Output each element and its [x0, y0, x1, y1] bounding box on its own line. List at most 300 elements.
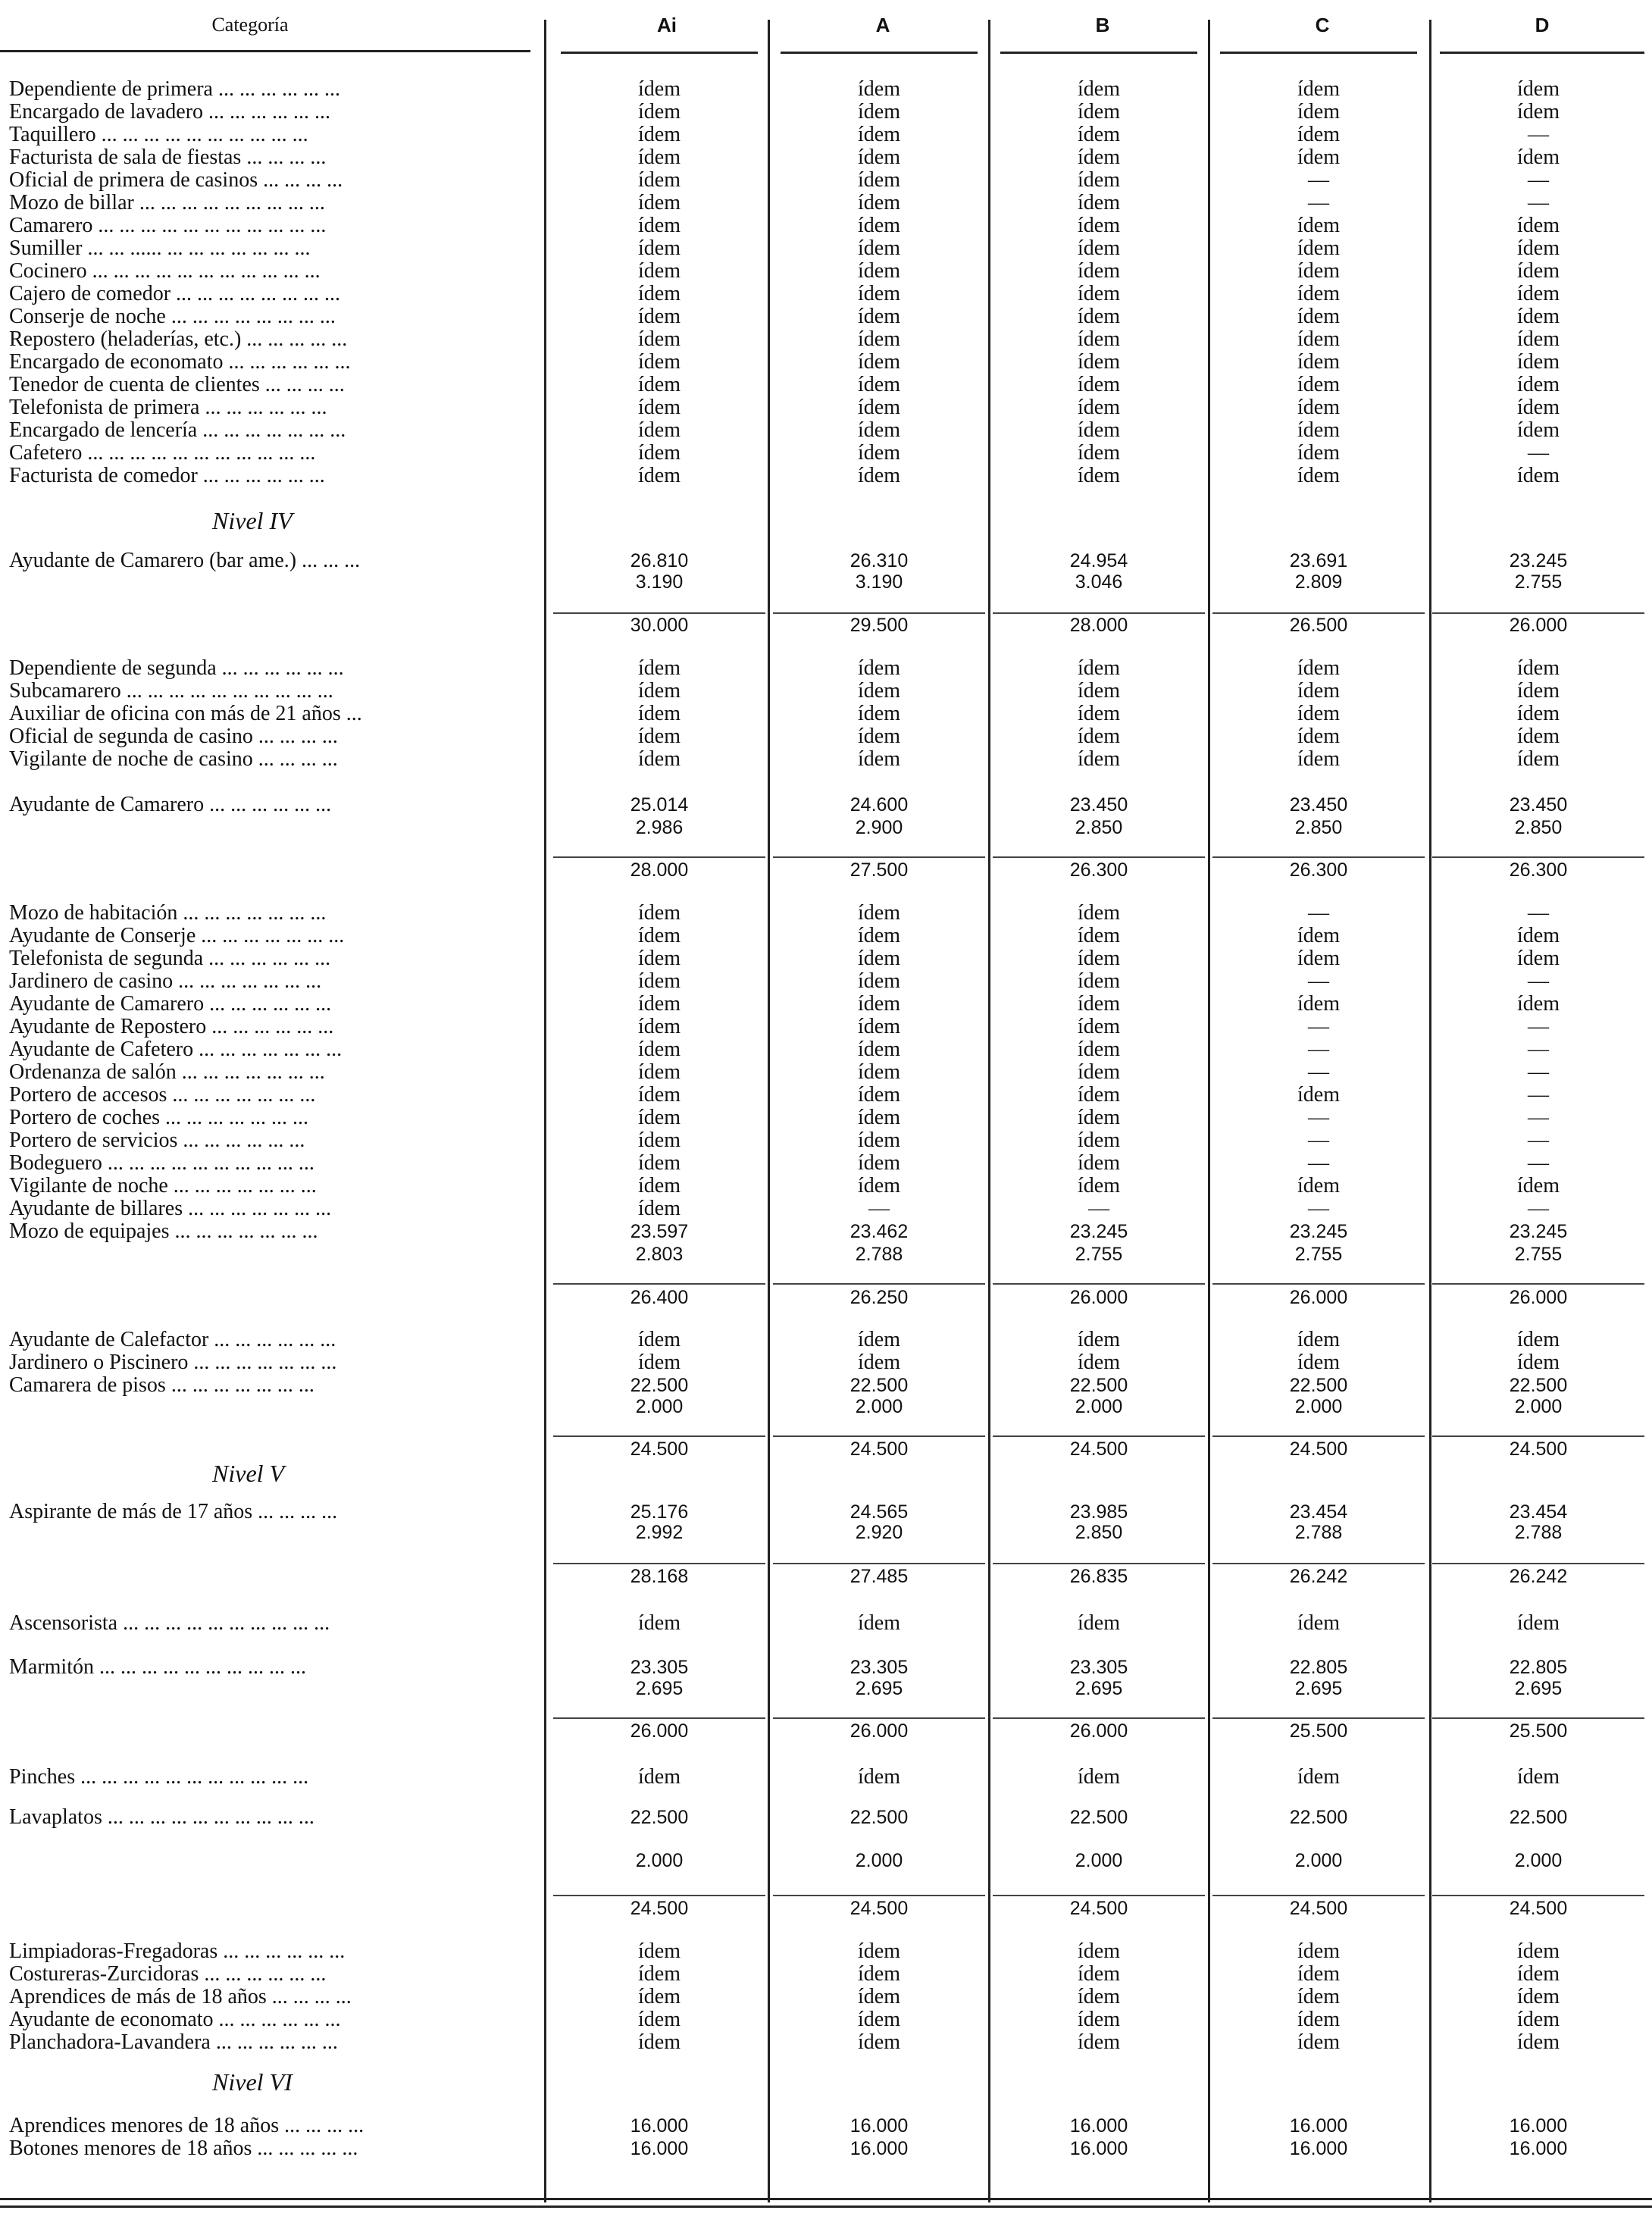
category-label: Taquillero ... ... ... ... ... ... ... ... ... ... — [9, 123, 308, 146]
value-cell: 22.500 — [849, 1375, 909, 1396]
value-cell: ídem — [1517, 702, 1560, 725]
value-cell: 16.000 — [1069, 2138, 1128, 2159]
value-cell: — — [1308, 191, 1329, 214]
value-cell: 22.500 — [1509, 1375, 1568, 1396]
value-cell: — — [868, 1197, 890, 1220]
value-cell: ídem — [858, 2030, 900, 2054]
value-cell: ídem — [1517, 992, 1560, 1016]
category-label: Pinches ... ... ... ... ... ... ... ... ... ... ... — [9, 1765, 309, 1789]
value-cell: 23.245 — [1069, 1221, 1128, 1242]
value-cell: 2.788 — [1514, 1522, 1563, 1543]
value-cell: ídem — [1297, 77, 1340, 101]
value-cell: ídem — [638, 259, 681, 283]
category-label: Aspirante de más de 17 años ... ... ... ... — [9, 1500, 338, 1523]
value-cell: 2.000 — [855, 1850, 903, 1871]
value-cell: ídem — [858, 1985, 900, 2008]
value-cell: ídem — [1078, 992, 1120, 1016]
value-cell: ídem — [1297, 1083, 1340, 1107]
value-cell: ídem — [858, 100, 900, 124]
value-cell: 2.695 — [1294, 1678, 1343, 1699]
category-label: Vigilante de noche de casino ... ... ... ... — [9, 747, 338, 771]
value-cell: — — [1088, 1197, 1109, 1220]
value-cell: ídem — [1517, 1962, 1560, 1986]
value-cell: 22.500 — [1069, 1375, 1128, 1396]
value-cell: 25.500 — [1289, 1720, 1348, 1742]
value-cell: 27.485 — [849, 1566, 909, 1587]
category-label: Facturista de comedor ... ... ... ... ... ... — [9, 464, 325, 487]
header-rule — [1220, 52, 1417, 54]
value-cell: ídem — [1297, 1174, 1340, 1197]
value-cell: ídem — [1078, 1038, 1120, 1061]
value-cell: ídem — [638, 702, 681, 725]
value-cell: 23.597 — [630, 1221, 689, 1242]
header-col-a: A — [875, 14, 890, 36]
subtotal-rule — [1432, 1895, 1644, 1896]
value-cell: ídem — [1517, 282, 1560, 305]
category-label: Ordenanza de salón ... ... ... ... ... ... ... — [9, 1060, 325, 1084]
value-cell: ídem — [638, 969, 681, 993]
value-cell: 2.803 — [635, 1244, 684, 1265]
value-cell: — — [1528, 1083, 1549, 1107]
subtotal-rule — [1212, 612, 1425, 614]
header-col-c: C — [1315, 14, 1330, 36]
value-cell: 2.000 — [1294, 1850, 1343, 1871]
value-cell: 23.305 — [630, 1657, 689, 1678]
value-cell: 28.168 — [630, 1566, 689, 1587]
nivel-heading: Nivel V — [212, 1460, 285, 1487]
value-cell: ídem — [638, 191, 681, 214]
value-cell: ídem — [638, 282, 681, 305]
category-label: Ayudante de Camarero (bar ame.) ... ... ... — [9, 549, 361, 572]
header-rule — [781, 52, 978, 54]
value-cell: ídem — [1297, 702, 1340, 725]
value-cell: ídem — [1078, 1351, 1120, 1374]
value-cell: ídem — [638, 305, 681, 328]
value-cell: 23.462 — [849, 1221, 909, 1242]
value-cell: ídem — [638, 1015, 681, 1038]
value-cell: 3.190 — [635, 571, 684, 593]
value-cell: ídem — [858, 1611, 900, 1635]
value-cell: — — [1528, 969, 1549, 993]
value-cell: ídem — [638, 679, 681, 703]
category-label: Marmitón ... ... ... ... ... ... ... ... ... ... — [9, 1655, 306, 1679]
value-cell: 26.000 — [1509, 1287, 1568, 1308]
value-cell: 26.310 — [849, 550, 909, 571]
bottom-rule — [0, 2206, 1652, 2208]
subtotal-rule — [553, 1435, 765, 1437]
value-cell: 26.000 — [1069, 1287, 1128, 1308]
value-cell: 2.850 — [1075, 1522, 1123, 1543]
value-cell: ídem — [858, 1939, 900, 1963]
value-cell: ídem — [638, 1328, 681, 1351]
header-rule — [1000, 52, 1197, 54]
value-cell: ídem — [638, 236, 681, 260]
value-cell: ídem — [1517, 679, 1560, 703]
value-cell: ídem — [1517, 725, 1560, 748]
value-cell: ídem — [858, 441, 900, 465]
value-cell: ídem — [1517, 77, 1560, 101]
value-cell: 16.000 — [630, 2138, 689, 2159]
value-cell: 2.809 — [1294, 571, 1343, 593]
subtotal-rule — [1432, 1283, 1644, 1285]
subtotal-rule — [553, 1717, 765, 1719]
category-label: Encargado de economato ... ... ... ... ... ... — [9, 350, 351, 374]
value-cell: 22.805 — [1509, 1657, 1568, 1678]
value-cell: ídem — [1078, 1060, 1120, 1084]
value-cell: 2.788 — [1294, 1522, 1343, 1543]
value-cell: — — [1528, 1106, 1549, 1129]
value-cell: 2.850 — [1514, 817, 1563, 838]
category-label: Vigilante de noche ... ... ... ... ... ... ... — [9, 1174, 317, 1197]
value-cell: ídem — [858, 1174, 900, 1197]
category-label: Mozo de billar ... ... ... ... ... ... ... ... ... — [9, 191, 325, 214]
value-cell: ídem — [638, 1129, 681, 1152]
value-cell: ídem — [1297, 1765, 1340, 1789]
value-cell: 2.992 — [635, 1522, 684, 1543]
value-cell: ídem — [1297, 123, 1340, 146]
value-cell: — — [1528, 191, 1549, 214]
value-cell: ídem — [1078, 464, 1120, 487]
value-cell: 16.000 — [849, 2138, 909, 2159]
category-label: Mozo de habitación ... ... ... ... ... ... ... — [9, 901, 327, 925]
value-cell: 26.400 — [630, 1287, 689, 1308]
value-cell: 23.450 — [1069, 794, 1128, 816]
value-cell: 3.046 — [1075, 571, 1123, 593]
value-cell: 24.500 — [630, 1439, 689, 1460]
value-cell: ídem — [858, 418, 900, 442]
value-cell: ídem — [1297, 1939, 1340, 1963]
value-cell: — — [1308, 1038, 1329, 1061]
category-label: Portero de accesos ... ... ... ... ... ... ... — [9, 1083, 316, 1107]
category-label: Lavaplatos ... ... ... ... ... ... ... ... ... ... — [9, 1805, 314, 1829]
value-cell: ídem — [1297, 373, 1340, 396]
category-label: Subcamarero ... ... ... ... ... ... ... ... ... ... — [9, 679, 333, 703]
value-cell: ídem — [1078, 656, 1120, 680]
value-cell: ídem — [858, 168, 900, 192]
value-cell: ídem — [1078, 100, 1120, 124]
value-cell: ídem — [638, 100, 681, 124]
value-cell: 28.000 — [630, 859, 689, 881]
value-cell: ídem — [638, 373, 681, 396]
value-cell: ídem — [1078, 1611, 1120, 1635]
value-cell: 16.000 — [849, 2115, 909, 2137]
subtotal-rule — [553, 1283, 765, 1285]
value-cell: ídem — [1078, 924, 1120, 947]
value-cell: 26.000 — [1069, 1720, 1128, 1742]
value-cell: ídem — [1078, 418, 1120, 442]
value-cell: ídem — [1517, 305, 1560, 328]
value-cell: ídem — [1078, 1083, 1120, 1107]
column-divider — [544, 20, 546, 2202]
value-cell: 2.695 — [635, 1678, 684, 1699]
category-label: Cocinero ... ... ... ... ... ... ... ... ... ... ... — [9, 259, 321, 283]
value-cell: 23.245 — [1509, 550, 1568, 571]
value-cell: 2.900 — [855, 817, 903, 838]
subtotal-rule — [773, 856, 985, 858]
value-cell: ídem — [858, 1962, 900, 1986]
value-cell: ídem — [1297, 1962, 1340, 1986]
category-label: Ayudante de Calefactor ... ... ... ... ... ... — [9, 1328, 336, 1351]
value-cell: ídem — [1517, 747, 1560, 771]
category-label: Sumiller ... ... ...... ... ... ... ... ... ... ... — [9, 236, 311, 260]
category-label: Aprendices de más de 18 años ... ... ... ... — [9, 1985, 352, 2008]
value-cell: 2.000 — [1294, 1396, 1343, 1417]
category-label: Ayudante de Camarero ... ... ... ... ... ... — [9, 992, 332, 1016]
subtotal-rule — [993, 1563, 1205, 1564]
value-cell: ídem — [1078, 373, 1120, 396]
header-rule — [0, 50, 530, 52]
value-cell: 25.500 — [1509, 1720, 1568, 1742]
value-cell: ídem — [858, 924, 900, 947]
value-cell: ídem — [1517, 259, 1560, 283]
value-cell: ídem — [858, 901, 900, 925]
value-cell: ídem — [1517, 373, 1560, 396]
value-cell: ídem — [858, 236, 900, 260]
value-cell: ídem — [1078, 1328, 1120, 1351]
value-cell: ídem — [1297, 259, 1340, 283]
column-divider — [1208, 20, 1210, 2202]
category-label: Oficial de segunda de casino ... ... ... ... — [9, 725, 338, 748]
value-cell: 16.000 — [1509, 2138, 1568, 2159]
value-cell: ídem — [638, 725, 681, 748]
subtotal-rule — [553, 1563, 765, 1564]
value-cell: ídem — [858, 1083, 900, 1107]
category-label: Portero de coches ... ... ... ... ... ... ... — [9, 1106, 309, 1129]
nivel-heading: Nivel IV — [212, 507, 293, 534]
value-cell: ídem — [858, 679, 900, 703]
value-cell: — — [1308, 1197, 1329, 1220]
value-cell: ídem — [638, 146, 681, 169]
value-cell: 25.014 — [630, 794, 689, 816]
value-cell: 26.242 — [1509, 1566, 1568, 1587]
value-cell: ídem — [1517, 214, 1560, 237]
category-label: Ayudante de economato ... ... ... ... ... ... — [9, 2008, 341, 2031]
category-label: Ayudante de Camarero ... ... ... ... ... ... — [9, 793, 332, 816]
value-cell: ídem — [638, 441, 681, 465]
category-label: Cafetero ... ... ... ... ... ... ... ... ... ... ... — [9, 441, 316, 465]
value-cell: ídem — [858, 327, 900, 351]
value-cell: ídem — [638, 1106, 681, 1129]
value-cell: 22.500 — [630, 1375, 689, 1396]
value-cell: ídem — [638, 924, 681, 947]
value-cell: ídem — [1517, 656, 1560, 680]
value-cell: ídem — [858, 702, 900, 725]
value-cell: ídem — [1078, 1015, 1120, 1038]
value-cell: — — [1528, 1038, 1549, 1061]
value-cell: 23.450 — [1289, 794, 1348, 816]
value-cell: 24.500 — [1069, 1439, 1128, 1460]
value-cell: — — [1308, 1129, 1329, 1152]
value-cell: ídem — [1297, 1351, 1340, 1374]
value-cell: ídem — [858, 747, 900, 771]
value-cell: 2.000 — [1075, 1850, 1123, 1871]
column-divider — [1429, 20, 1431, 2202]
value-cell: 22.500 — [1509, 1807, 1568, 1828]
subtotal-rule — [1212, 1563, 1425, 1564]
value-cell: ídem — [1078, 214, 1120, 237]
value-cell: 26.000 — [1509, 615, 1568, 636]
value-cell: 2.695 — [1514, 1678, 1563, 1699]
subtotal-rule — [1432, 612, 1644, 614]
value-cell: ídem — [1078, 282, 1120, 305]
category-label: Encargado de lavadero ... ... ... ... ... ... — [9, 100, 331, 124]
value-cell: 16.000 — [1289, 2115, 1348, 2137]
category-label: Repostero (heladerías, etc.) ... ... ... ... ... — [9, 327, 348, 351]
value-cell: ídem — [1078, 396, 1120, 419]
value-cell: 16.000 — [1069, 2115, 1128, 2137]
category-label: Dependiente de segunda ... ... ... ... ... ... — [9, 656, 344, 680]
value-cell: ídem — [858, 464, 900, 487]
category-label: Dependiente de primera ... ... ... ... ... ... — [9, 77, 340, 101]
value-cell: ídem — [1517, 2008, 1560, 2031]
value-cell: ídem — [1517, 396, 1560, 419]
value-cell: ídem — [1297, 327, 1340, 351]
value-cell: ídem — [858, 1765, 900, 1789]
value-cell: ídem — [1517, 924, 1560, 947]
category-label: Conserje de noche ... ... ... ... ... ... ... ... — [9, 305, 336, 328]
value-cell: 3.190 — [855, 571, 903, 593]
value-cell: ídem — [1297, 464, 1340, 487]
category-label: Tenedor de cuenta de clientes ... ... ... ... — [9, 373, 345, 396]
category-label: Limpiadoras-Fregadoras ... ... ... ... ... ... — [9, 1939, 346, 1963]
value-cell: 30.000 — [630, 615, 689, 636]
value-cell: ídem — [1517, 1765, 1560, 1789]
value-cell: ídem — [1078, 2030, 1120, 2054]
column-divider — [768, 20, 770, 2202]
value-cell: ídem — [1078, 1129, 1120, 1152]
value-cell: ídem — [858, 1038, 900, 1061]
value-cell: ídem — [638, 350, 681, 374]
header-rule — [561, 52, 758, 54]
value-cell: 2.755 — [1514, 1244, 1563, 1265]
category-label: Ayudante de billares ... ... ... ... ... ... ... — [9, 1197, 332, 1220]
value-cell: 2.695 — [1075, 1678, 1123, 1699]
value-cell: 22.805 — [1289, 1657, 1348, 1678]
value-cell: 2.755 — [1294, 1244, 1343, 1265]
value-cell: ídem — [1517, 418, 1560, 442]
value-cell: ídem — [1517, 1351, 1560, 1374]
value-cell: 2.755 — [1514, 571, 1563, 593]
value-cell: ídem — [858, 214, 900, 237]
header-col-b: B — [1095, 14, 1110, 36]
value-cell: ídem — [858, 77, 900, 101]
value-cell: ídem — [1297, 747, 1340, 771]
value-cell: — — [1528, 1060, 1549, 1084]
value-cell: ídem — [858, 725, 900, 748]
value-cell: ídem — [858, 1129, 900, 1152]
value-cell: 24.500 — [1509, 1439, 1568, 1460]
value-cell: ídem — [1297, 656, 1340, 680]
value-cell: ídem — [638, 1351, 681, 1374]
value-cell: ídem — [1297, 236, 1340, 260]
value-cell: 22.500 — [1289, 1375, 1348, 1396]
value-cell: ídem — [858, 350, 900, 374]
value-cell: 26.810 — [630, 550, 689, 571]
value-cell: 26.300 — [1289, 859, 1348, 881]
subtotal-rule — [1212, 856, 1425, 858]
subtotal-rule — [993, 1435, 1205, 1437]
value-cell: 26.500 — [1289, 615, 1348, 636]
value-cell: ídem — [1078, 901, 1120, 925]
category-label: Jardinero de casino ... ... ... ... ... ... ... — [9, 969, 322, 993]
category-label: Ayudante de Cafetero ... ... ... ... ... ... ... — [9, 1038, 343, 1061]
value-cell: ídem — [1297, 1328, 1340, 1351]
value-cell: 22.500 — [849, 1807, 909, 1828]
value-cell: ídem — [1517, 236, 1560, 260]
value-cell: 24.600 — [849, 794, 909, 816]
value-cell: ídem — [638, 747, 681, 771]
value-cell: ídem — [638, 214, 681, 237]
subtotal-rule — [773, 612, 985, 614]
value-cell: ídem — [638, 1083, 681, 1107]
value-cell: 26.300 — [1069, 859, 1128, 881]
value-cell: ídem — [1078, 441, 1120, 465]
subtotal-rule — [553, 612, 765, 614]
value-cell: ídem — [1078, 77, 1120, 101]
category-label: Telefonista de primera ... ... ... ... ... ... — [9, 396, 327, 419]
category-label: Mozo de equipajes ... ... ... ... ... ... ... — [9, 1219, 318, 1243]
category-label: Costureras-Zurcidoras ... ... ... ... ... ... — [9, 1962, 327, 1986]
value-cell: ídem — [1078, 1962, 1120, 1986]
value-cell: ídem — [858, 1351, 900, 1374]
value-cell: ídem — [1078, 747, 1120, 771]
value-cell: — — [1528, 168, 1549, 192]
value-cell: ídem — [1517, 146, 1560, 169]
value-cell: ídem — [1517, 327, 1560, 351]
subtotal-rule — [773, 1895, 985, 1896]
value-cell: 24.500 — [1069, 1898, 1128, 1919]
value-cell: ídem — [858, 969, 900, 993]
value-cell: 29.500 — [849, 615, 909, 636]
subtotal-rule — [993, 612, 1205, 614]
value-cell: ídem — [1078, 1985, 1120, 2008]
value-cell: 27.500 — [849, 859, 909, 881]
value-cell: ídem — [858, 992, 900, 1016]
subtotal-rule — [553, 856, 765, 858]
value-cell: ídem — [1297, 418, 1340, 442]
value-cell: 24.954 — [1069, 550, 1128, 571]
value-cell: 22.500 — [630, 1807, 689, 1828]
value-cell: ídem — [1297, 947, 1340, 970]
value-cell: ídem — [1297, 214, 1340, 237]
subtotal-rule — [1432, 1717, 1644, 1719]
value-cell: — — [1308, 1151, 1329, 1175]
category-label: Camarero ... ... ... ... ... ... ... ... ... ... ... — [9, 214, 327, 237]
category-label: Cajero de comedor ... ... ... ... ... ... ... ... — [9, 282, 341, 305]
subtotal-rule — [993, 856, 1205, 858]
value-cell: ídem — [638, 396, 681, 419]
value-cell: ídem — [1297, 2008, 1340, 2031]
value-cell: 2.788 — [855, 1244, 903, 1265]
value-cell: ídem — [638, 1038, 681, 1061]
value-cell: ídem — [638, 464, 681, 487]
value-cell: ídem — [1297, 146, 1340, 169]
value-cell: ídem — [1517, 2030, 1560, 2054]
value-cell: ídem — [1517, 464, 1560, 487]
value-cell: ídem — [858, 1015, 900, 1038]
value-cell: — — [1308, 1060, 1329, 1084]
value-cell: 23.454 — [1289, 1501, 1348, 1523]
value-cell: 23.450 — [1509, 794, 1568, 816]
value-cell: ídem — [1078, 236, 1120, 260]
value-cell: ídem — [1078, 350, 1120, 374]
value-cell: 22.500 — [1069, 1807, 1128, 1828]
value-cell: ídem — [1517, 100, 1560, 124]
value-cell: 16.000 — [630, 2115, 689, 2137]
category-label: Telefonista de segunda ... ... ... ... ... ... — [9, 947, 331, 970]
value-cell: ídem — [1078, 191, 1120, 214]
value-cell: ídem — [1078, 679, 1120, 703]
